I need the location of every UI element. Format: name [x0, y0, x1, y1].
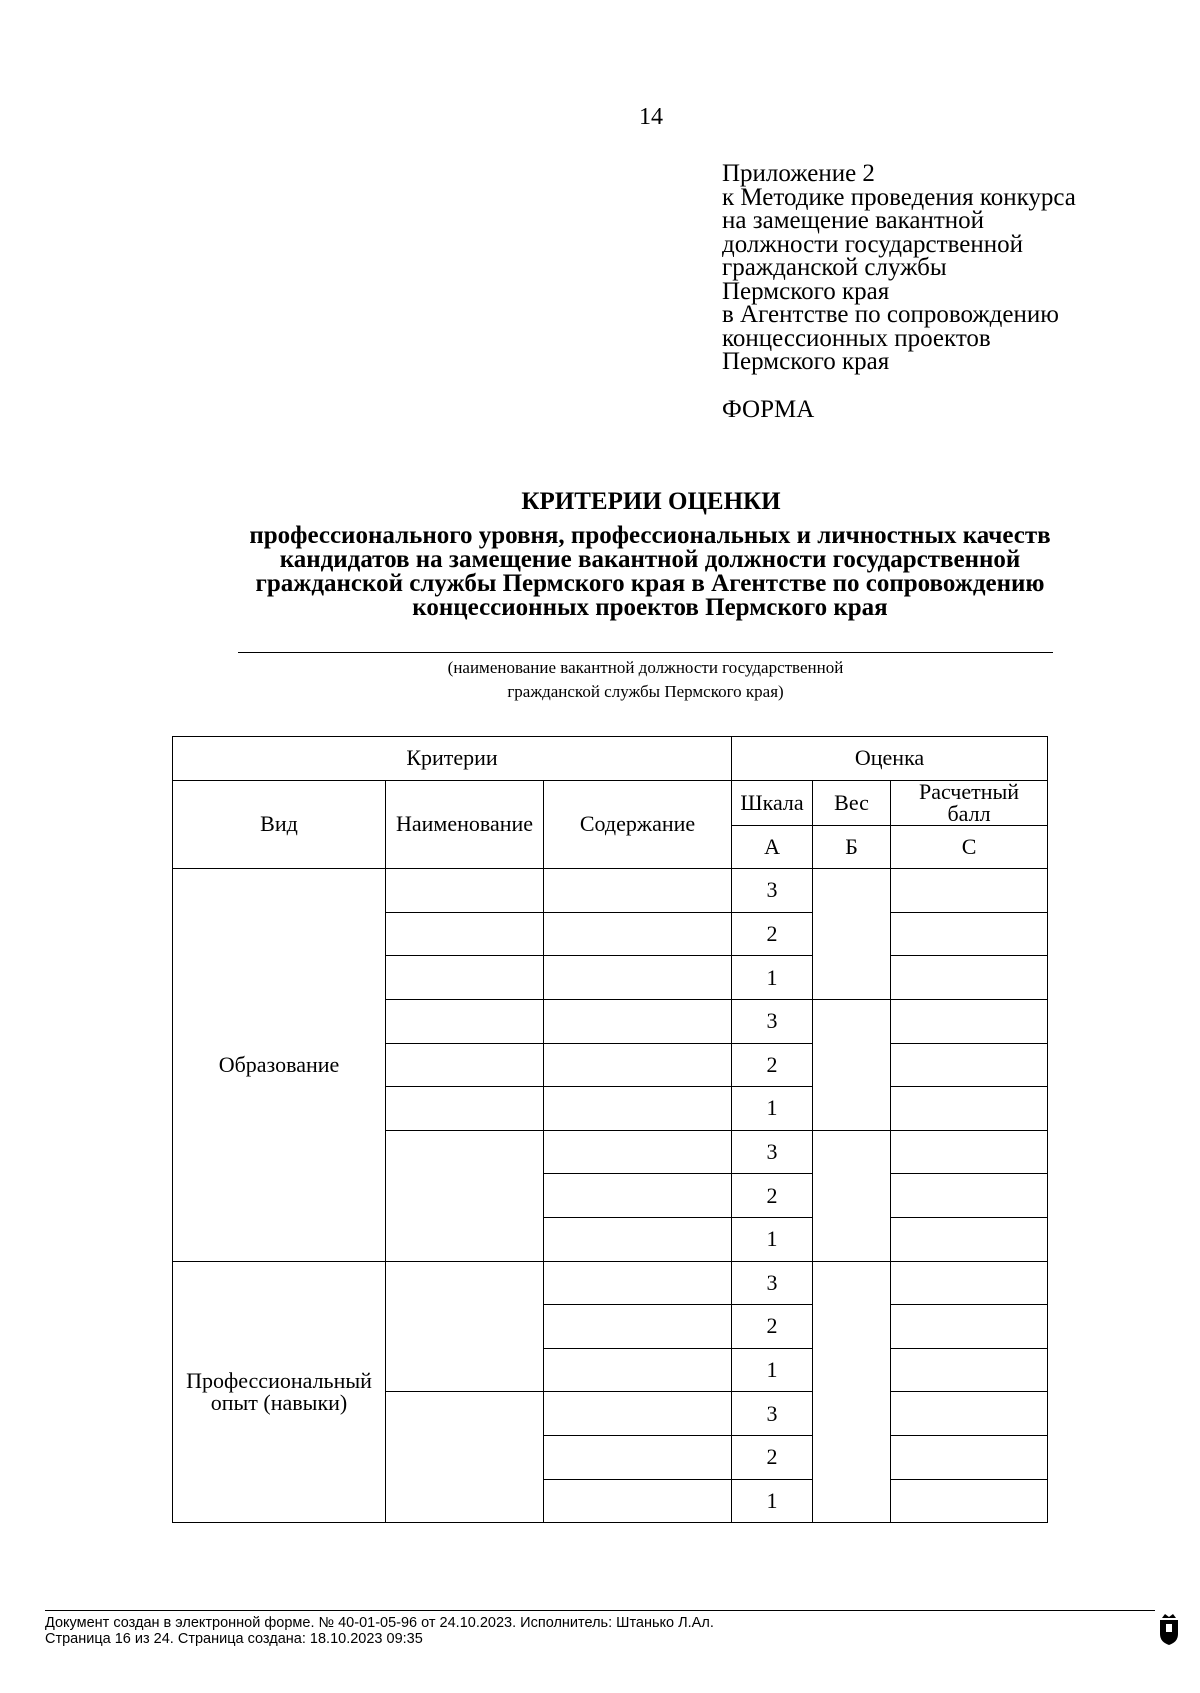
- page-number: 14: [639, 104, 663, 130]
- scale-cell: 3: [732, 999, 813, 1043]
- content-cell[interactable]: [544, 1305, 732, 1349]
- score-cell[interactable]: [891, 912, 1048, 956]
- weight-cell[interactable]: [813, 1261, 891, 1523]
- scale-cell: 2: [732, 912, 813, 956]
- scale-cell: 1: [732, 1217, 813, 1261]
- subtitle-line: концессионных проектов Пермского края: [412, 594, 888, 621]
- scale-cell: 1: [732, 1087, 813, 1131]
- caption-line: гражданской службы Пермского края): [507, 682, 784, 701]
- content-cell[interactable]: [544, 1087, 732, 1131]
- document-title: КРИТЕРИИ ОЦЕНКИ: [521, 488, 781, 515]
- scale-cell: 3: [732, 1392, 813, 1436]
- appendix-line: должности государственной: [722, 230, 1023, 258]
- code-scale: A: [732, 825, 813, 869]
- content-cell[interactable]: [544, 1392, 732, 1436]
- code-weight: Б: [813, 825, 891, 869]
- scale-cell: 1: [732, 1348, 813, 1392]
- appendix-note: [722, 162, 1076, 374]
- scale-cell: 1: [732, 1479, 813, 1523]
- content-cell[interactable]: [544, 1174, 732, 1218]
- weight-cell[interactable]: [813, 1130, 891, 1261]
- header-name: Наименование: [386, 780, 544, 869]
- scale-cell: 3: [732, 1261, 813, 1305]
- score-cell[interactable]: [891, 1435, 1048, 1479]
- content-cell[interactable]: [544, 1130, 732, 1174]
- header-scale: Шкала: [732, 780, 813, 825]
- score-cell[interactable]: [891, 1261, 1048, 1305]
- header-type: Вид: [173, 780, 386, 869]
- scale-cell: 2: [732, 1174, 813, 1218]
- score-cell[interactable]: [891, 956, 1048, 1000]
- content-cell[interactable]: [544, 912, 732, 956]
- appendix-line: концессионных проектов: [722, 324, 991, 352]
- header-score: Расчетный балл: [891, 780, 1048, 825]
- content-cell[interactable]: [544, 1043, 732, 1087]
- name-cell[interactable]: [386, 1087, 544, 1131]
- position-caption: [238, 656, 1053, 704]
- document-footer: [45, 1615, 714, 1647]
- name-cell[interactable]: [386, 869, 544, 913]
- score-cell[interactable]: [891, 1087, 1048, 1131]
- content-cell[interactable]: [544, 1435, 732, 1479]
- scale-cell: 2: [732, 1305, 813, 1349]
- subtitle-line: кандидатов на замещение вакантной должности государственной: [279, 546, 1021, 573]
- appendix-line: в Агентстве по сопровождению: [722, 301, 1059, 328]
- name-cell[interactable]: [386, 912, 544, 956]
- footer-line-1: Документ создан в электронной форме. № 40-01-05-96 от 24.10.2023. Исполнитель: Штанько Л.Ал.: [45, 1615, 714, 1631]
- scale-cell: 3: [732, 1130, 813, 1174]
- scale-cell: 2: [732, 1043, 813, 1087]
- header-content: Содержание: [544, 780, 732, 869]
- score-cell[interactable]: [891, 1348, 1048, 1392]
- score-cell[interactable]: [891, 999, 1048, 1043]
- header-evaluation: Оценка: [732, 737, 1048, 781]
- footer-line-2: Страница 16 из 24. Страница создана: 18.10.2023 09:35: [45, 1631, 423, 1647]
- name-cell[interactable]: [386, 1043, 544, 1087]
- score-cell[interactable]: [891, 1392, 1048, 1436]
- score-cell[interactable]: [891, 1479, 1048, 1523]
- appendix-line: Пермского края: [722, 348, 890, 375]
- content-cell[interactable]: [544, 869, 732, 913]
- scale-cell: 3: [732, 869, 813, 913]
- appendix-line: Пермского края: [722, 277, 890, 305]
- weight-cell[interactable]: [813, 999, 891, 1130]
- score-cell[interactable]: [891, 1305, 1048, 1349]
- section-experience: Профессиональный опыт (навыки): [173, 1261, 386, 1523]
- score-cell[interactable]: [891, 1174, 1048, 1218]
- footer-divider: [45, 1610, 1155, 1611]
- appendix-line: на замещение вакантной: [722, 207, 985, 234]
- content-cell[interactable]: [544, 1479, 732, 1523]
- caption-line: (наименование вакантной должности государственной: [447, 658, 844, 677]
- appendix-line: гражданской службы: [722, 254, 947, 281]
- name-cell[interactable]: [386, 999, 544, 1043]
- name-cell[interactable]: [386, 1130, 544, 1261]
- perm-coat-of-arms-icon: [1158, 1612, 1180, 1646]
- content-cell[interactable]: [544, 999, 732, 1043]
- content-cell[interactable]: [544, 1348, 732, 1392]
- code-score: C: [891, 825, 1048, 869]
- name-cell[interactable]: [386, 956, 544, 1000]
- score-cell[interactable]: [891, 1217, 1048, 1261]
- document-subtitle: [150, 524, 1150, 620]
- score-cell[interactable]: [891, 1130, 1048, 1174]
- scale-cell: 1: [732, 956, 813, 1000]
- score-cell[interactable]: [891, 1043, 1048, 1087]
- name-cell[interactable]: [386, 1392, 544, 1523]
- criteria-table: [172, 736, 1048, 1523]
- name-cell[interactable]: [386, 1261, 544, 1392]
- form-label: ФОРМА: [722, 396, 815, 423]
- scale-cell: 2: [732, 1435, 813, 1479]
- header-weight: Вес: [813, 780, 891, 825]
- appendix-line: к Методике проведения конкурса: [722, 183, 1076, 211]
- subtitle-line: профессионального уровня, профессиональных и личностных качеств: [249, 522, 1051, 549]
- content-cell[interactable]: [544, 1261, 732, 1305]
- weight-cell[interactable]: [813, 869, 891, 1000]
- subtitle-line: гражданской службы Пермского края в Агентстве по сопровождению: [255, 570, 1045, 597]
- position-fill-line[interactable]: [238, 652, 1053, 653]
- appendix-line: Приложение 2: [722, 160, 875, 187]
- content-cell[interactable]: [544, 956, 732, 1000]
- section-education: Образование: [173, 869, 386, 1261]
- content-cell[interactable]: [544, 1217, 732, 1261]
- header-criteria: Критерии: [173, 737, 732, 781]
- score-cell[interactable]: [891, 869, 1048, 913]
